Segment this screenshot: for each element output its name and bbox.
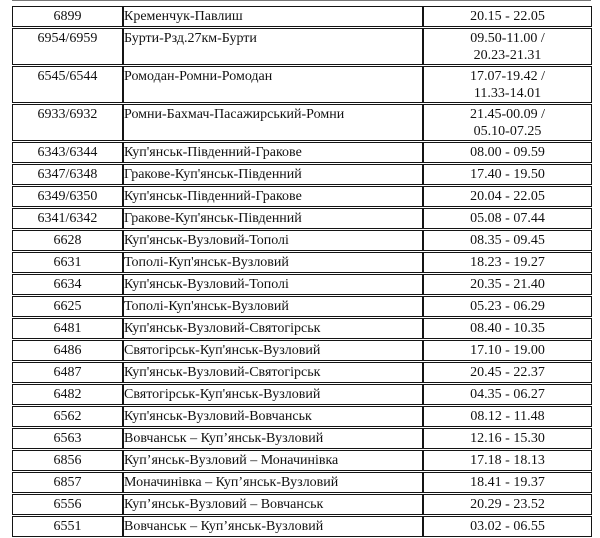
time-line: 17.10 - 19.00: [470, 343, 545, 358]
time-line: 08.00 - 09.59: [470, 145, 545, 160]
time-line: 17.07-19.42 /: [469, 69, 546, 84]
table-row: [12, 6, 592, 27]
route-cell: Вовчанськ – Куп’янськ-Вузловий: [123, 428, 423, 449]
time-line: 18.41 - 19.37: [470, 475, 545, 490]
time-cell: [423, 450, 592, 471]
table-row: [12, 208, 592, 229]
time-line: 03.02 - 06.55: [470, 519, 545, 534]
train-number-cell: 6625: [12, 296, 123, 317]
time-cell: [423, 494, 592, 515]
train-number-cell: 6347/6348: [12, 164, 123, 185]
table-row: [12, 274, 592, 295]
train-number-cell: 6545/6544: [12, 66, 123, 103]
time-cell: [423, 230, 592, 251]
time-cell: [423, 252, 592, 273]
time-line: 08.35 - 09.45: [470, 233, 545, 248]
train-number-cell: 6556: [12, 494, 123, 515]
train-number-cell: 6933/6932: [12, 104, 123, 141]
table-row: [12, 186, 592, 207]
route-cell: Святогірськ-Куп'янськ-Вузловий: [123, 384, 423, 405]
time-line: 21.45-00.09 /: [469, 107, 546, 122]
time-cell: [423, 66, 592, 103]
route-cell: Куп'янськ-Вузловий-Святогірськ: [123, 318, 423, 339]
train-number-cell: 6563: [12, 428, 123, 449]
table-row: [12, 318, 592, 339]
time-cell: [423, 164, 592, 185]
time-cell: [423, 6, 592, 27]
route-cell: Куп'янськ-Вузловий-Святогірськ: [123, 362, 423, 383]
train-number-cell: 6628: [12, 230, 123, 251]
table-row: [12, 164, 592, 185]
table-row: [12, 104, 592, 141]
time-cell: [423, 362, 592, 383]
route-cell: Тополі-Куп'янськ-Вузловий: [123, 252, 423, 273]
time-line: 08.40 - 10.35: [470, 321, 545, 336]
time-cell: [423, 516, 592, 537]
time-line: 20.23-21.31: [473, 48, 542, 63]
table-row: [12, 406, 592, 427]
route-cell: Тополі-Куп'янськ-Вузловий: [123, 296, 423, 317]
table-row: [12, 384, 592, 405]
time-line: 20.29 - 23.52: [470, 497, 545, 512]
route-cell: Ромодан-Ромни-Ромодан: [123, 66, 423, 103]
table-row: [12, 296, 592, 317]
route-cell: Куп'янськ-Південний-Гракове: [123, 142, 423, 163]
table-row: [12, 28, 592, 65]
route-cell: Вовчанськ – Куп’янськ-Вузловий: [123, 516, 423, 537]
route-cell: Ромни-Бахмач-Пасажирський-Ромни: [123, 104, 423, 141]
time-line: 17.18 - 18.13: [470, 453, 545, 468]
time-cell: [423, 472, 592, 493]
train-number-cell: 6551: [12, 516, 123, 537]
time-line: 17.40 - 19.50: [470, 167, 545, 182]
time-cell: [423, 274, 592, 295]
train-number-cell: 6856: [12, 450, 123, 471]
time-line: 12.16 - 15.30: [470, 431, 545, 446]
time-line: 05.10-07.25: [473, 124, 542, 139]
time-cell: [423, 406, 592, 427]
train-timetable: [12, 5, 592, 538]
train-number-cell: 6857: [12, 472, 123, 493]
route-cell: Куп’янськ-Вузловий – Вовчанськ: [123, 494, 423, 515]
time-line: 20.45 - 22.37: [470, 365, 545, 380]
route-cell: Куп'янськ-Південний-Гракове: [123, 186, 423, 207]
train-number-cell: 6486: [12, 340, 123, 361]
time-line: 11.33-14.01: [473, 86, 542, 101]
route-cell: Гракове-Куп'янськ-Південний: [123, 208, 423, 229]
train-number-cell: 6954/6959: [12, 28, 123, 65]
time-line: 04.35 - 06.27: [470, 387, 545, 402]
route-cell: Куп'янськ-Вузловий-Тополі: [123, 230, 423, 251]
time-cell: [423, 208, 592, 229]
train-number-cell: 6634: [12, 274, 123, 295]
time-cell: [423, 296, 592, 317]
route-cell: Бурти-Рзд.27км-Бурти: [123, 28, 423, 65]
train-number-cell: 6899: [12, 6, 123, 27]
route-cell: Моначинівка – Куп’янськ-Вузловий: [123, 472, 423, 493]
time-cell: [423, 428, 592, 449]
train-number-cell: 6349/6350: [12, 186, 123, 207]
train-number-cell: 6631: [12, 252, 123, 273]
route-cell: Кременчук-Павлиш: [123, 6, 423, 27]
table-row: [12, 472, 592, 493]
route-cell: Куп'янськ-Вузловий-Тополі: [123, 274, 423, 295]
time-line: 05.08 - 07.44: [470, 211, 545, 226]
table-row: [12, 66, 592, 103]
train-number-cell: 6487: [12, 362, 123, 383]
time-cell: [423, 384, 592, 405]
train-number-cell: 6343/6344: [12, 142, 123, 163]
table-row: [12, 142, 592, 163]
time-cell: [423, 186, 592, 207]
table-row: [12, 450, 592, 471]
train-number-cell: 6482: [12, 384, 123, 405]
time-line: 20.04 - 22.05: [470, 189, 545, 204]
train-number-cell: 6481: [12, 318, 123, 339]
table-row: [12, 340, 592, 361]
table-row: [12, 494, 592, 515]
time-cell: [423, 142, 592, 163]
route-cell: Куп'янськ-Вузловий-Вовчанськ: [123, 406, 423, 427]
timetable-body: [12, 6, 592, 537]
route-cell: Куп’янськ-Вузловий – Моначинівка: [123, 450, 423, 471]
time-line: 20.15 - 22.05: [470, 9, 545, 24]
time-cell: [423, 318, 592, 339]
train-number-cell: 6562: [12, 406, 123, 427]
time-line: 20.35 - 21.40: [470, 277, 545, 292]
time-cell: [423, 340, 592, 361]
time-line: 09.50-11.00 /: [470, 31, 545, 46]
time-line: 05.23 - 06.29: [470, 299, 545, 314]
route-cell: Гракове-Куп'янськ-Південний: [123, 164, 423, 185]
table-row: [12, 362, 592, 383]
train-number-cell: 6341/6342: [12, 208, 123, 229]
table-row: [12, 516, 592, 537]
time-line: 18.23 - 19.27: [470, 255, 545, 270]
table-row: [12, 230, 592, 251]
time-cell: [423, 104, 592, 141]
table-row: [12, 428, 592, 449]
time-line: 08.12 - 11.48: [470, 409, 545, 424]
cropped-row-top-border: [12, 0, 591, 1]
route-cell: Святогірськ-Куп'янськ-Вузловий: [123, 340, 423, 361]
table-row: [12, 252, 592, 273]
time-cell: [423, 28, 592, 65]
